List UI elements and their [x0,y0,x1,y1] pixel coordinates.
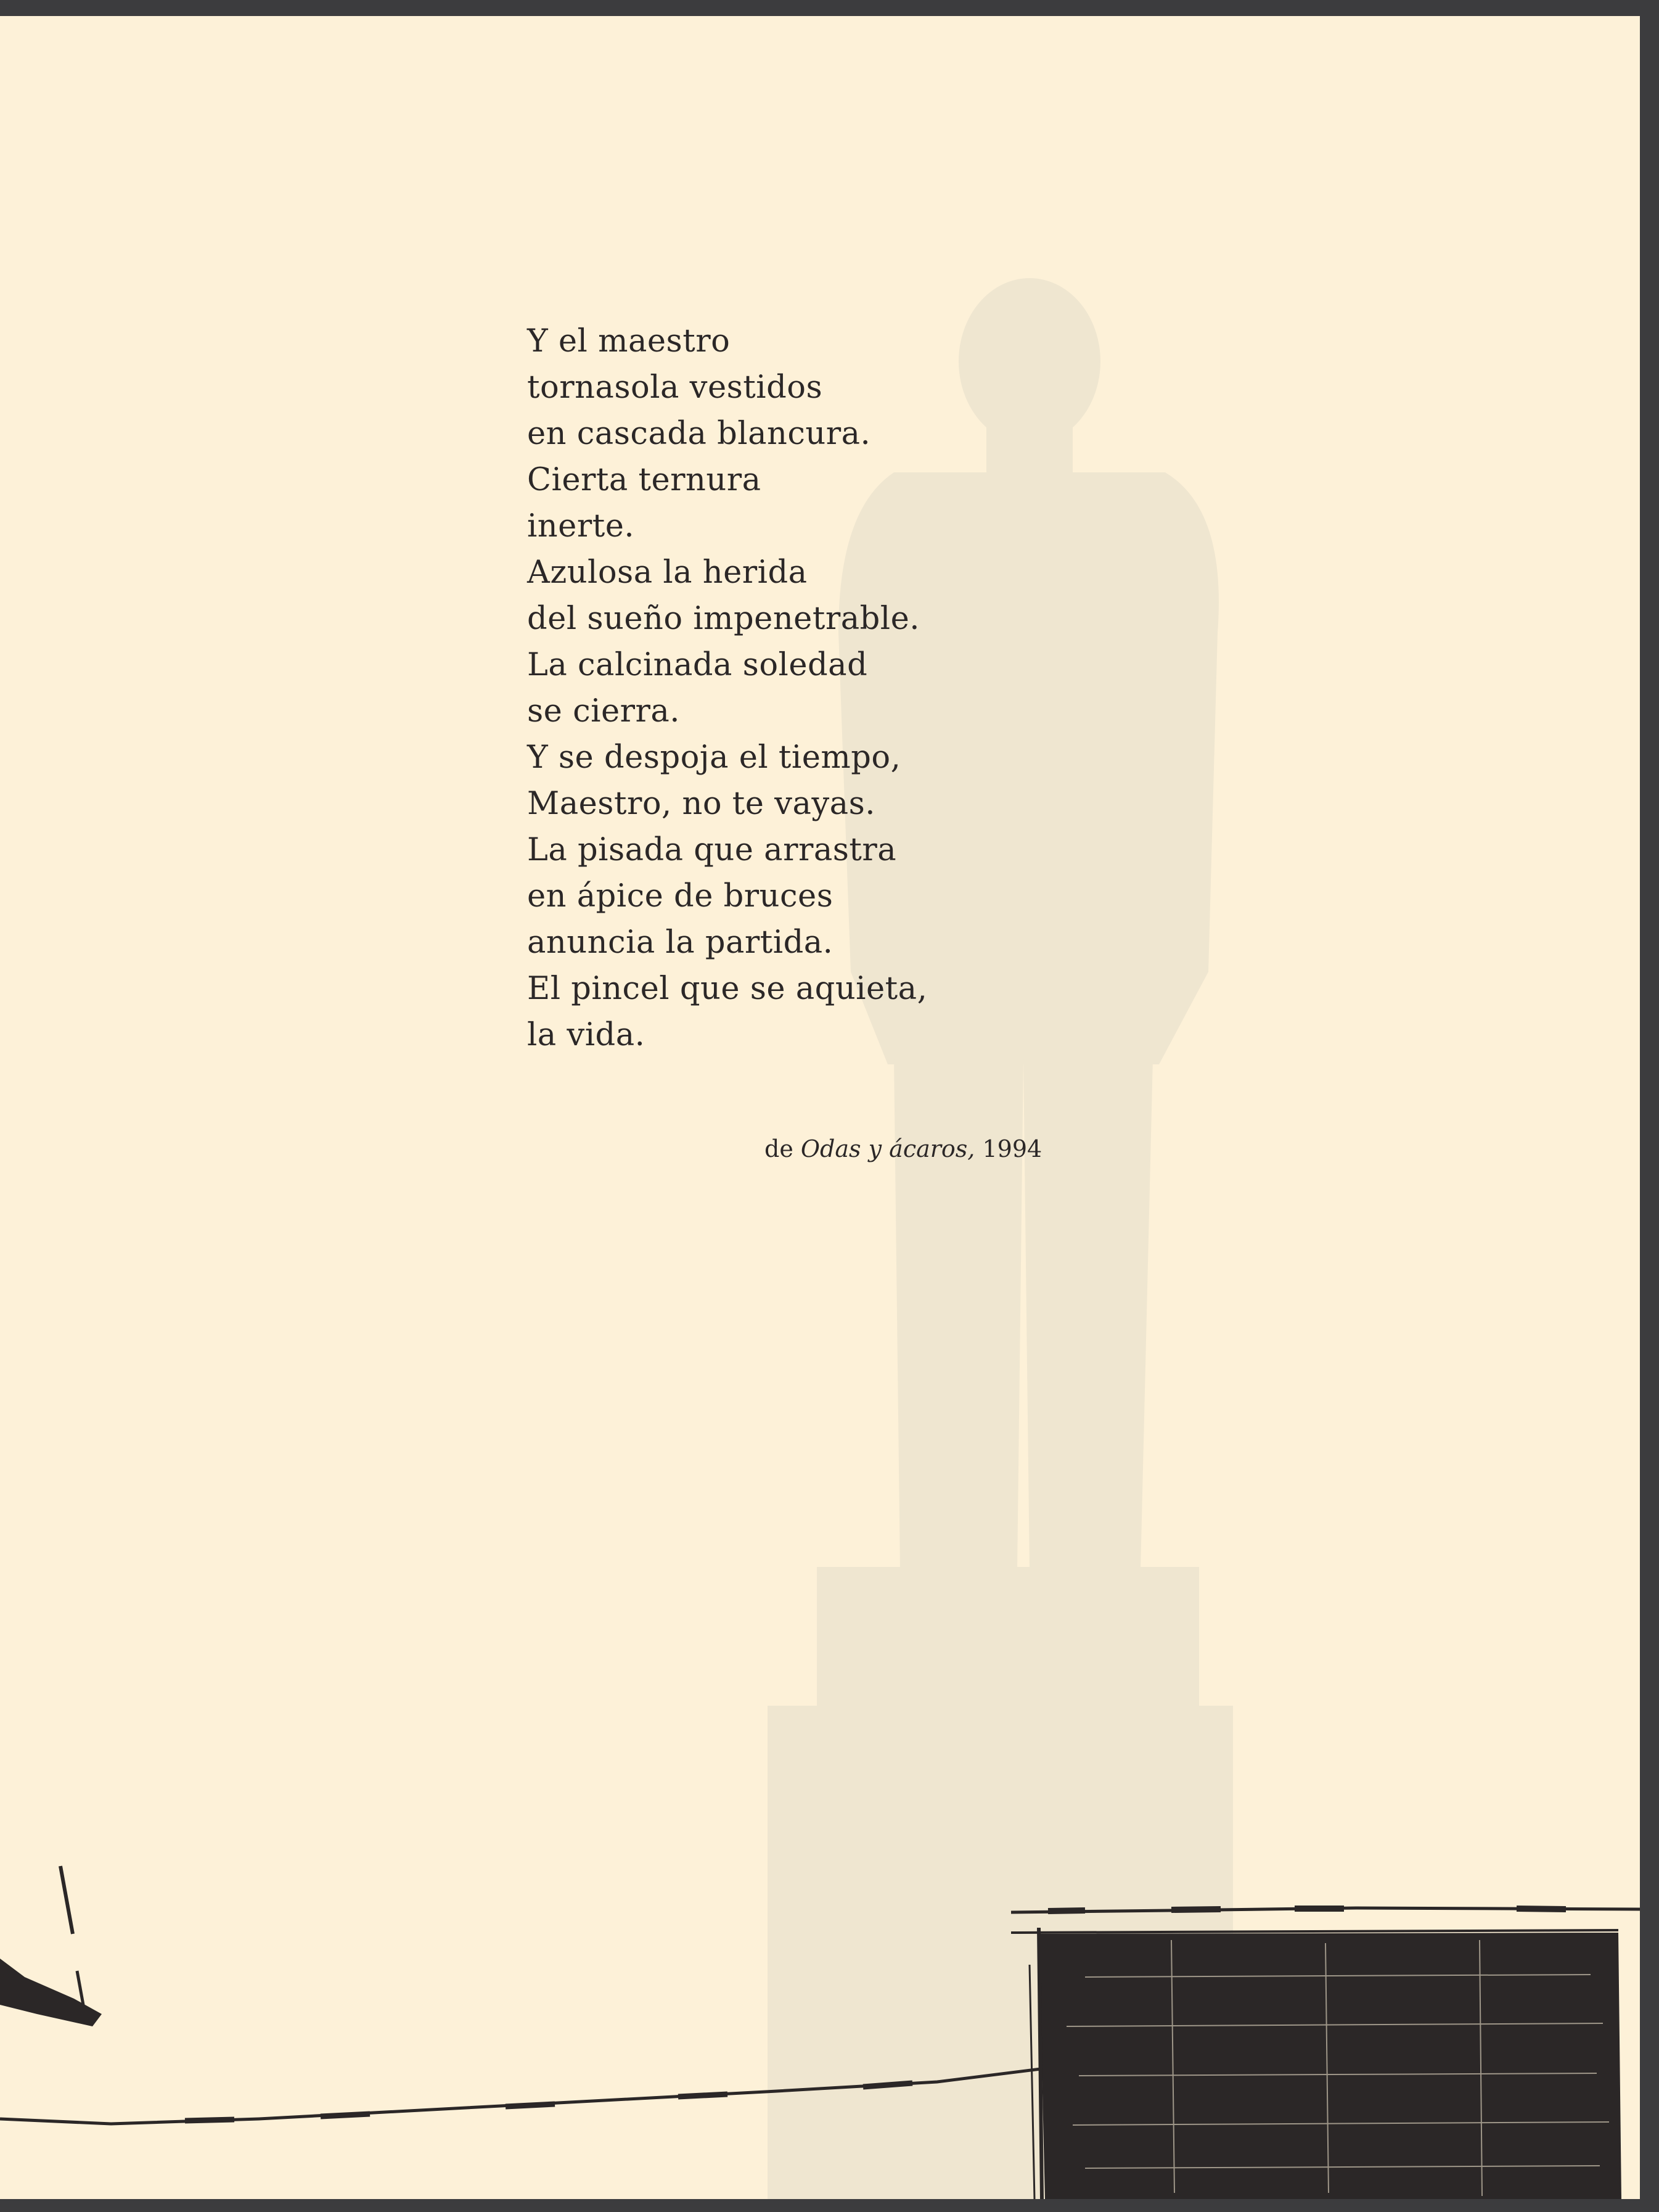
poem-line: la vida. [527,1017,645,1053]
poem-line: Azulosa la herida [527,554,808,591]
sketch-dark-block [1011,1908,1640,2199]
poem-line: La pisada que arrastra [527,832,897,868]
sketch-left-roof [0,1866,102,2026]
poem-line: anuncia la partida. [527,924,834,961]
sketch-ground-line [0,2066,1060,2124]
poem-line: en cascada blancura. [527,416,871,452]
poem-line: Y el maestro [527,323,731,360]
poem-line: Cierta ternura [527,462,761,498]
ink-sketch [0,16,1640,2199]
book-page [0,16,1640,2199]
poem-line: Maestro, no te vayas. [527,786,875,822]
poem-line: El pincel que se aquieta, [527,971,928,1007]
poem-line: en ápice de bruces [527,878,834,915]
poem-line: tornasola vestidos [527,369,823,406]
attribution-year: 1994 [975,1135,1043,1162]
poem-line: del sueño impenetrable. [527,601,920,637]
poem-line: se cierra. [527,693,680,730]
poem-line: Y se despoja el tiempo, [527,739,901,776]
attribution-work-title: Odas y ácaros, [800,1135,975,1162]
poem-line: La calcinada soledad [527,647,868,683]
poem-line: inerte. [527,508,635,545]
attribution-prefix: de [764,1135,801,1162]
